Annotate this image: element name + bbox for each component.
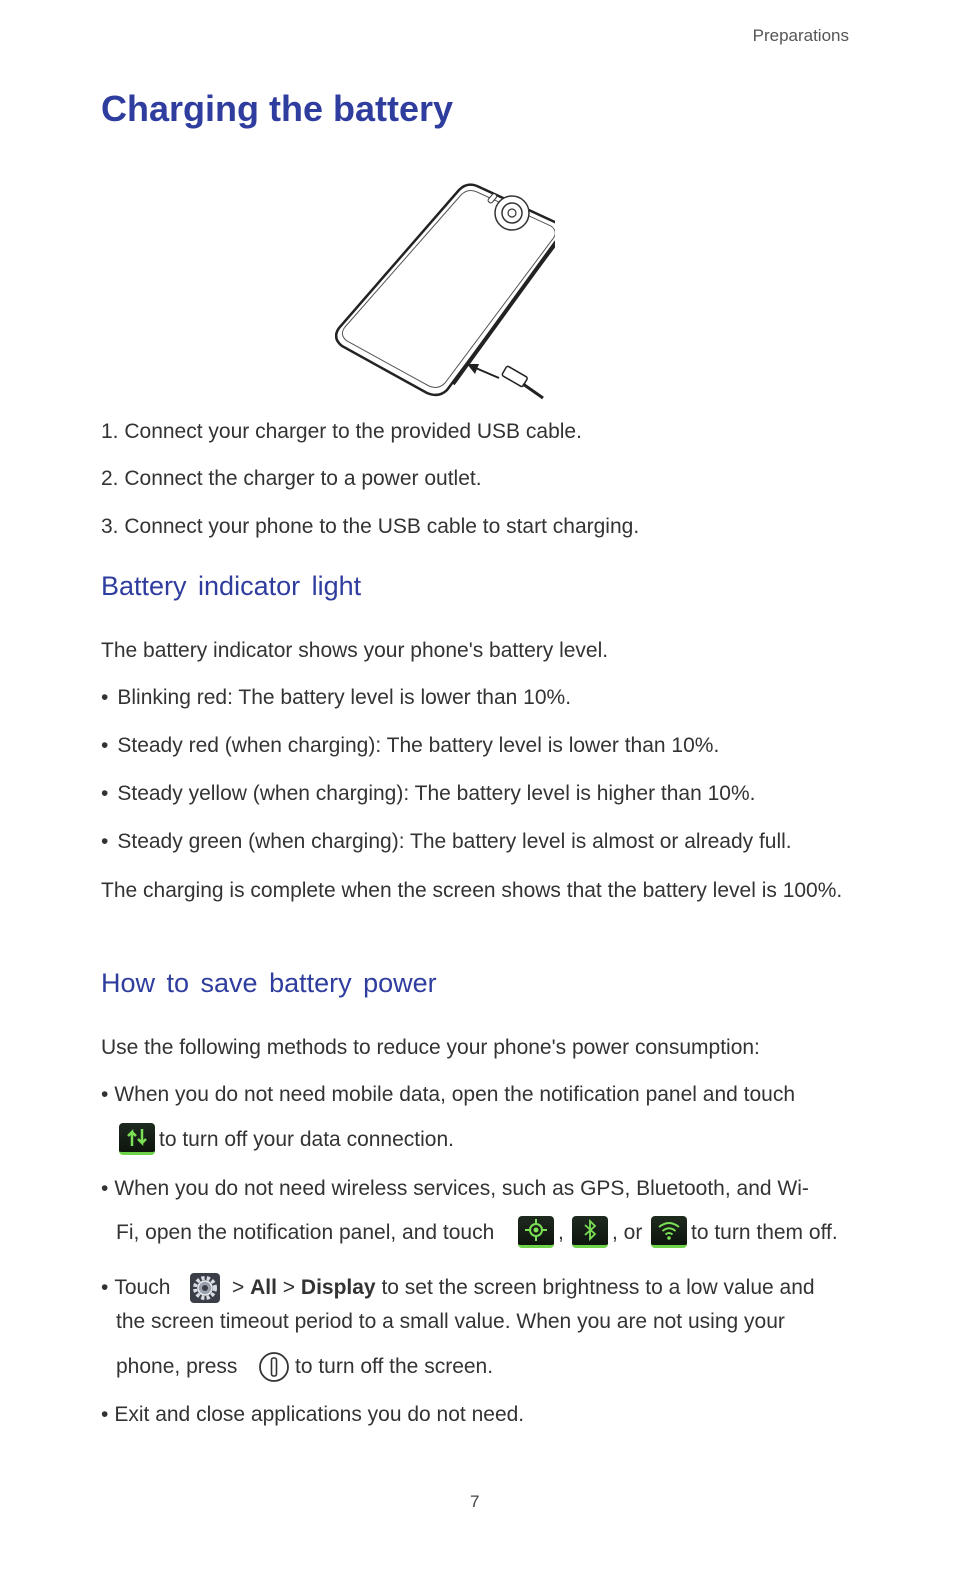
all-menu-label: All bbox=[250, 1276, 277, 1299]
header-section-label: Preparations bbox=[752, 26, 849, 45]
power-button-icon bbox=[258, 1351, 290, 1383]
settings-gear-icon bbox=[189, 1272, 221, 1304]
save-intro: Use the following methods to reduce your phone's power consumption: bbox=[101, 1036, 760, 1059]
wifi-icon bbox=[651, 1216, 687, 1248]
save-bullet-1-line-1: • When you do not need mobile data, open the notification panel and touch bbox=[101, 1083, 796, 1106]
step-1: 1. Connect your charger to the provided USB cable. bbox=[101, 420, 582, 443]
save-bullet-3-line-2: the screen timeout period to a small value. When you are not using your bbox=[116, 1310, 785, 1333]
battery-indicator-heading: Battery indicator light bbox=[101, 571, 362, 601]
page-number: 7 bbox=[470, 1492, 480, 1511]
page-title: Charging the battery bbox=[101, 88, 454, 129]
gps-icon bbox=[518, 1216, 554, 1248]
save-bullet-2-end: to turn them off. bbox=[691, 1221, 838, 1244]
comma-separator: , bbox=[558, 1221, 564, 1244]
phone-charging-illustration bbox=[335, 178, 555, 408]
indicator-bullet-1: • Blinking red: The battery level is lower than 10%. bbox=[101, 686, 572, 709]
save-bullet-3-line-3-end: to turn off the screen. bbox=[295, 1355, 494, 1378]
display-menu-label: Display bbox=[300, 1276, 376, 1299]
step-2: 2. Connect the charger to a power outlet. bbox=[101, 467, 482, 490]
indicator-bullet-3: • Steady yellow (when charging): The battery level is higher than 10%. bbox=[101, 782, 756, 805]
save-bullet-1-line-2: to turn off your data connection. bbox=[159, 1128, 454, 1151]
save-bullet-3-line-1: > All > Display to set the screen brightness to a low value and bbox=[232, 1276, 815, 1299]
bluetooth-icon bbox=[572, 1216, 608, 1248]
save-battery-heading: How to save battery power bbox=[101, 968, 437, 998]
usb-cable-icon bbox=[467, 364, 543, 398]
or-separator: , or bbox=[612, 1221, 643, 1244]
save-bullet-2-line-2: Fi, open the notification panel, and touch bbox=[116, 1221, 495, 1244]
save-bullet-3-line-3: phone, press bbox=[116, 1355, 238, 1378]
save-bullet-3-touch: • Touch bbox=[101, 1276, 171, 1299]
indicator-intro: The battery indicator shows your phone's battery level. bbox=[101, 639, 609, 662]
indicator-bullet-4: • Steady green (when charging): The battery level is almost or already full. bbox=[101, 830, 792, 853]
mobile-data-icon bbox=[119, 1123, 155, 1155]
step-3: 3. Connect your phone to the USB cable to start charging. bbox=[101, 515, 640, 538]
indicator-bullet-2: • Steady red (when charging): The battery level is lower than 10%. bbox=[101, 734, 720, 757]
charging-complete-note: The charging is complete when the screen shows that the battery level is 100%. bbox=[101, 879, 843, 902]
save-bullet-2-line-1: • When you do not need wireless services, such as GPS, Bluetooth, and Wi- bbox=[101, 1177, 809, 1200]
save-bullet-4: • Exit and close applications you do not need. bbox=[101, 1403, 525, 1426]
